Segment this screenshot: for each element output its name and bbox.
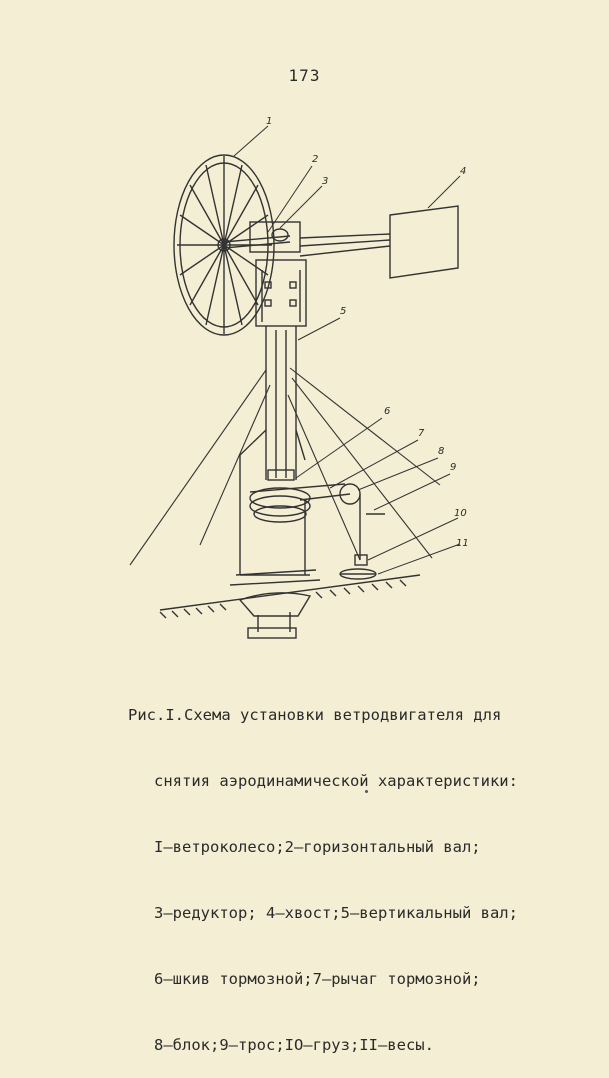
caption-line-2: снятия аэродинамической характеристики: bbox=[154, 772, 518, 790]
brake-assembly bbox=[250, 484, 385, 579]
callout-9: 9 bbox=[450, 462, 457, 473]
guy-wires bbox=[130, 368, 440, 565]
callout-11: 11 bbox=[456, 538, 469, 549]
page-number: 173 bbox=[288, 66, 321, 85]
callout-1: 1 bbox=[266, 116, 273, 127]
callout-6: 6 bbox=[384, 406, 391, 417]
callout-3: 3 bbox=[322, 176, 329, 187]
callout-2: 2 bbox=[312, 154, 319, 165]
caption-line-6: 8–блок;9–трос;IO–груз;II–весы. bbox=[154, 1036, 434, 1054]
caption-line-3: I–ветроколесо;2–горизонтальный вал; bbox=[154, 838, 481, 856]
caption-line-5: 6–шкив тормозной;7–рычаг тормозной; bbox=[154, 970, 481, 988]
tail bbox=[300, 206, 458, 278]
caption-line-1: Рис.I.Схема установки ветродвигателя для bbox=[128, 706, 502, 724]
callout-10: 10 bbox=[454, 508, 467, 519]
callout-4: 4 bbox=[460, 166, 467, 177]
callout-5: 5 bbox=[340, 306, 347, 317]
callout-8: 8 bbox=[438, 446, 445, 457]
ground bbox=[160, 575, 420, 638]
figure-caption bbox=[128, 660, 598, 1078]
callout-7: 7 bbox=[418, 428, 425, 439]
caption-line-4: 3–редуктор; 4–хвост;5–вертикальный вал; bbox=[154, 904, 518, 922]
stray-dot bbox=[365, 790, 368, 793]
